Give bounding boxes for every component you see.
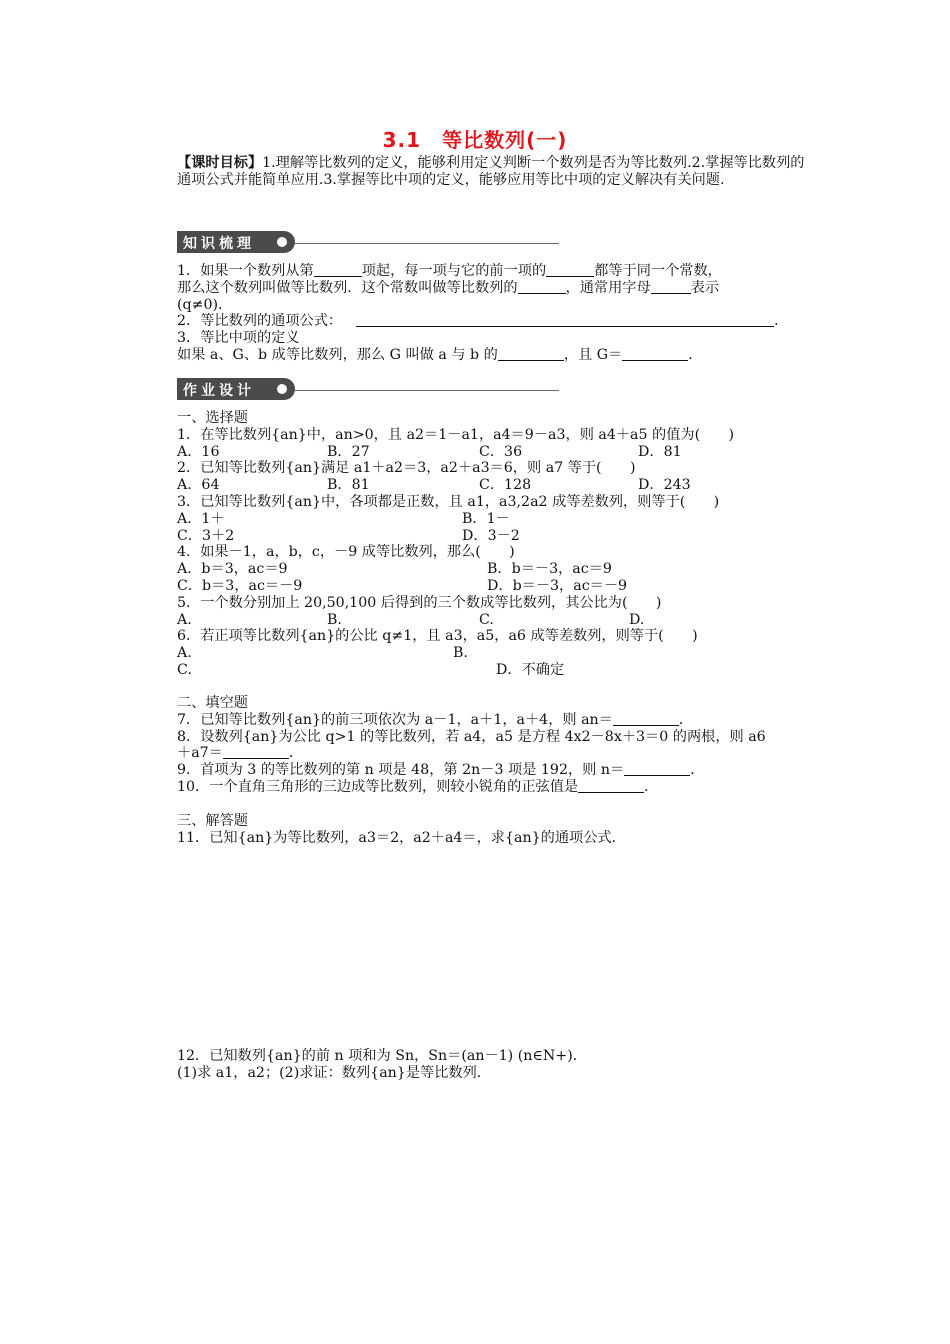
question-3: 3．已知等比数列{an}中，各项都是正数，且 a1，a3,2a2 成等差数列，则等于( )	[177, 493, 720, 510]
options-q3-row1	[177, 511, 809, 528]
knowledge-item-3: 3．等比中项的定义	[177, 330, 300, 347]
option: C．3＋2	[177, 527, 235, 544]
bullet-icon	[277, 384, 287, 394]
option: D．3－2	[462, 527, 520, 544]
question-5: 5．一个数分别加上 20,50,100 后得到的三个数成等比数列，其公比为( )	[177, 594, 662, 611]
section-divider	[295, 390, 559, 391]
part-heading: 二、填空题	[177, 695, 248, 711]
section-title-homework: 作业设计	[183, 383, 255, 399]
option: D．不确定	[496, 661, 565, 678]
option: A．1＋	[177, 510, 225, 527]
option: D.	[629, 611, 645, 628]
fill-blank[interactable]	[624, 762, 690, 776]
homework-part1	[177, 410, 809, 679]
part-heading: 一、选择题	[177, 410, 248, 426]
section-header-knowledge	[177, 231, 559, 253]
option: D．243	[638, 477, 691, 494]
option: A.	[177, 611, 192, 628]
option: A．64	[177, 477, 220, 494]
option: C．128	[479, 477, 532, 494]
option: C．b＝3，ac＝－9	[177, 577, 303, 594]
option: A．16	[177, 443, 220, 460]
question-10: 10．一个直角三角形的三边成等比数列，则较小锐角的正弦值是 ．	[177, 778, 659, 795]
fill-blank[interactable]	[356, 313, 774, 327]
section-header-homework	[177, 378, 559, 400]
option: A．b＝3，ac＝9	[177, 561, 288, 578]
option: B．1－	[462, 510, 510, 527]
homework-part3	[177, 813, 809, 847]
fill-blank[interactable]	[223, 745, 289, 759]
option: C.	[177, 661, 192, 678]
knowledge-item-1: 1．如果一个数列从第 项起，每一项与它的前一项的 都等于同一个常数，	[177, 263, 722, 279]
options-q6-row1	[177, 645, 809, 662]
question-8: 8．设数列{an}为公比 q>1 的等比数列，若 a4，a5 是方程 4x2－8x＋3＝0 的两根，则 a6	[177, 728, 766, 745]
bullet-icon	[277, 237, 287, 247]
option: B.	[327, 611, 342, 628]
options-q4-row1	[177, 561, 809, 578]
options-q5	[177, 612, 809, 629]
page-title: 3.1 等比数列(一)	[382, 128, 568, 152]
fill-blank[interactable]	[622, 347, 688, 361]
objectives-tag: 【课时目标】	[177, 155, 263, 171]
section-divider	[295, 243, 559, 244]
option: B．b＝－3，ac＝9	[487, 561, 612, 578]
options-q4-row2	[177, 578, 809, 595]
question-11: 11．已知{an}为等比数列，a3＝2，a2＋a4＝，求{an}的通项公式.	[177, 829, 617, 846]
question-2: 2．已知等比数列{an}满足 a1＋a2＝3，a2＋a3＝6，则 a7 等于( )	[177, 460, 636, 477]
question-12-parts: (1)求 a1，a2；(2)求证：数列{an}是等比数列.	[177, 1064, 482, 1081]
fill-blank[interactable]	[314, 263, 362, 277]
fill-blank[interactable]	[498, 347, 564, 361]
knowledge-item-2: 2．等比数列的通项公式： ．	[177, 313, 789, 330]
lesson-objectives	[177, 155, 809, 189]
question-4: 4．如果－1，a，b，c，－9 成等比数列，那么( )	[177, 544, 515, 561]
question-12-block	[177, 1048, 809, 1082]
fill-blank[interactable]	[518, 280, 566, 294]
options-q2	[177, 477, 809, 494]
homework-part2: 二、填空题 7．已知等比数列{an}的前三项依次为 a－1，a＋1，a＋4，则 an＝ ． 8．设数列{an}为公比 q>1 的等比数列，若 a4，a5 是方程 4x2－8x＋3＝0 的两根，则 a6 ＋a7＝ ． 9．首项为 3 的等比数列的第 n 项是 48，第 2n－3 项是 192，则 n＝ ． 10．一个直角三角形的三边成等比数列，则较小锐角的正弦值是 ．	[177, 695, 809, 796]
option: D．81	[638, 443, 682, 460]
knowledge-list: 1．如果一个数列从第 项起，每一项与它的前一项的 都等于同一个常数， 那么这个数列叫做等比数列．这个常数叫做等比数列的 ，通常用字母 表示 (q≠0)． 2．等比数列的通项公式： ． 3．等比中项的定义 如果 a、G、b 成等比数列，那么 G 叫做 a 与 b 的 ，且 G＝ ．	[177, 263, 809, 364]
options-q1	[177, 444, 809, 461]
question-9: 9．首项为 3 的等比数列的第 n 项是 48，第 2n－3 项是 192，则 n＝ ．	[177, 762, 705, 779]
part-heading: 三、解答题	[177, 813, 248, 829]
option: C．36	[479, 443, 523, 460]
question-6: 6．若正项等比数列{an}的公比 q≠1，且 a3，a5，a6 成等差数列，则等于( )	[177, 628, 698, 645]
fill-blank[interactable]	[546, 263, 594, 277]
option: D．b＝－3，ac＝－9	[487, 577, 628, 594]
fill-blank[interactable]	[651, 280, 691, 294]
option: B.	[453, 645, 468, 662]
option: A.	[177, 645, 192, 662]
section-title-knowledge: 知识梳理	[183, 236, 255, 252]
option: B．27	[327, 443, 370, 460]
question-12: 12．已知数列{an}的前 n 项和为 Sn，Sn＝(an－1) (n∈N+)．	[177, 1048, 587, 1064]
question-1: 1．在等比数列{an}中，an>0，且 a2＝1－a1，a4＝9－a3，则 a4＋a5 的值为( )	[177, 426, 735, 443]
objectives-text: 1.理解等比数列的定义，能够利用定义判断一个数列是否为等比数列.2.掌握等比数列的通项公式并能简单应用.3.掌握等比中项的定义，能够应用等比中项的定义解决有关问题.	[177, 155, 805, 188]
options-q3-row2	[177, 528, 809, 545]
question-7: 7．已知等比数列{an}的前三项依次为 a－1，a＋1，a＋4，则 an＝ ．	[177, 711, 694, 728]
option: B．81	[327, 477, 370, 494]
fill-blank[interactable]	[613, 712, 679, 726]
fill-blank[interactable]	[578, 779, 644, 793]
options-q6-row2	[177, 662, 809, 679]
option: C.	[479, 611, 494, 628]
